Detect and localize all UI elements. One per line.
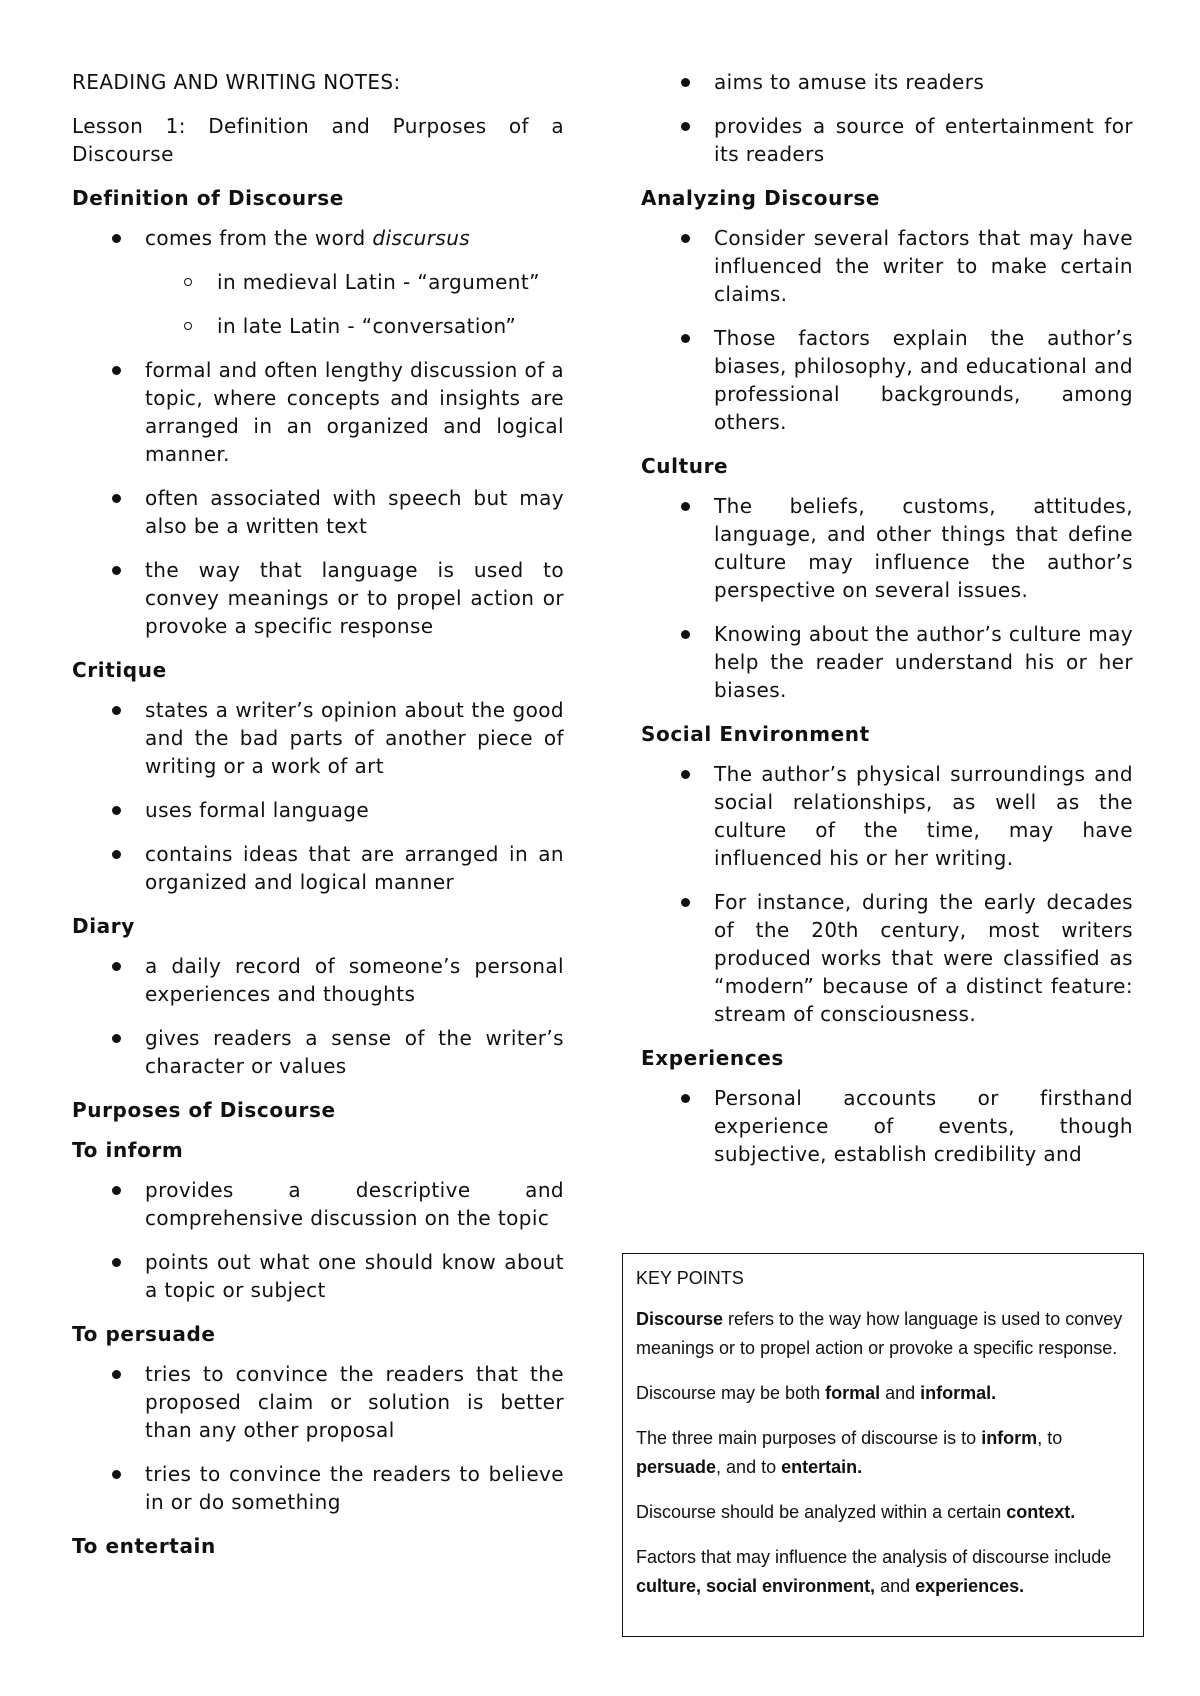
bullet-icon [112, 850, 121, 859]
sub-list-item: in late Latin - “conversation” [72, 312, 564, 340]
list-item: tries to convince the readers to believe in or do something [72, 1460, 564, 1516]
bullet-icon [681, 898, 690, 907]
key-point-3: The three main purposes of discourse is to inform, to persuade, and to entertain. [636, 1428, 1063, 1477]
bullet-icon [681, 122, 690, 131]
heading-critique: Critique [72, 658, 167, 682]
heading-analyzing: Analyzing Discourse [641, 186, 881, 210]
bullet-icon [112, 366, 121, 375]
list-item: Consider several factors that may have influenced the writer to make certain claims. [641, 224, 1133, 308]
bullet-icon [112, 1258, 121, 1267]
key-point-2: Discourse may be both formal and informal. [636, 1383, 997, 1403]
heading-culture: Culture [641, 454, 729, 478]
circle-bullet-icon [184, 278, 192, 286]
bullet-icon [681, 502, 690, 511]
left-column [72, 68, 564, 1572]
list-item: aims to amuse its readers [641, 68, 1133, 96]
key-point-1: Discourse refers to the way how language is used to convey meanings or to propel action or provoke a specific response. [636, 1309, 1123, 1358]
bullet-icon [112, 806, 121, 815]
list-item: Those factors explain the author’s biases, philosophy, and educational and professional backgrounds, among others. [641, 324, 1133, 436]
inform-list [72, 1176, 564, 1304]
heading-inform: To inform [72, 1138, 184, 1162]
emphasized-word: discursus [372, 226, 471, 250]
key-points-title: KEY POINTS [636, 1268, 744, 1288]
critique-list [72, 696, 564, 896]
bullet-icon [112, 566, 121, 575]
bullet-icon [112, 962, 121, 971]
bullet-icon [112, 234, 121, 243]
list-item: provides a descriptive and comprehensive discussion on the topic [72, 1176, 564, 1232]
bullet-icon [681, 234, 690, 243]
bullet-icon [681, 78, 690, 87]
experiences-list [641, 1084, 1133, 1168]
bullet-icon [112, 1186, 121, 1195]
heading-definition: Definition of Discourse [72, 186, 344, 210]
lesson-title: Lesson 1: Definition and Purposes of a Discourse [72, 114, 564, 166]
list-item: For instance, during the early decades of the 20th century, most writers produced works that were classified as “modern” because of a distinct feature: stream of consciousness. [641, 888, 1133, 1028]
list-item: The beliefs, customs, attitudes, language, and other things that define culture may influence the author’s perspective on several issues. [641, 492, 1133, 604]
list-item: formal and often lengthy discussion of a topic, where concepts and insights are arranged in an organized and logical manner. [72, 356, 564, 468]
list-item: gives readers a sense of the writer’s character or values [72, 1024, 564, 1080]
list-item-text: comes from the word [145, 226, 373, 250]
diary-list [72, 952, 564, 1080]
right-column [641, 68, 1133, 1184]
bullet-icon [112, 706, 121, 715]
list-item: a daily record of someone’s personal experiences and thoughts [72, 952, 564, 1008]
key-point-4: Discourse should be analyzed within a certain context. [636, 1502, 1076, 1522]
heading-purposes: Purposes of Discourse [72, 1098, 336, 1122]
list-item: The author’s physical surroundings and social relationships, as well as the culture of the time, may have influenced his or her writing. [641, 760, 1133, 872]
bullet-icon [681, 334, 690, 343]
heading-persuade: To persuade [72, 1322, 216, 1346]
definition-list [72, 224, 564, 252]
list-item: tries to convince the readers that the proposed claim or solution is better than any other proposal [72, 1360, 564, 1444]
persuade-list [72, 1360, 564, 1516]
list-item: provides a source of entertainment for its readers [641, 112, 1133, 168]
circle-bullet-icon [184, 322, 192, 330]
key-points-box [622, 1253, 1144, 1637]
heading-social: Social Environment [641, 722, 870, 746]
list-item: Knowing about the author’s culture may help the reader understand his or her biases. [641, 620, 1133, 704]
key-point-5: Factors that may influence the analysis of discourse include culture, social environment, and experiences. [636, 1547, 1112, 1596]
entertain-list [641, 68, 1133, 168]
list-item: the way that language is used to convey meanings or to propel action or provoke a specific response [72, 556, 564, 640]
list-item: contains ideas that are arranged in an organized and logical manner [72, 840, 564, 896]
bullet-icon [112, 1034, 121, 1043]
list-item: states a writer’s opinion about the good and the bad parts of another piece of writing or a work of art [72, 696, 564, 780]
bullet-icon [112, 1470, 121, 1479]
sub-list-item: in medieval Latin - “argument” [72, 268, 564, 296]
bullet-icon [112, 1370, 121, 1379]
culture-list [641, 492, 1133, 704]
definition-sublist [72, 268, 564, 340]
heading-experiences: Experiences [641, 1046, 784, 1070]
list-item: points out what one should know about a topic or subject [72, 1248, 564, 1304]
bullet-icon [681, 1094, 690, 1103]
bullet-icon [681, 630, 690, 639]
list-item: Personal accounts or firsthand experience of events, though subjective, establish credibility and [641, 1084, 1133, 1168]
heading-entertain: To entertain [72, 1534, 216, 1558]
social-list [641, 760, 1133, 1028]
definition-list-cont [72, 356, 564, 640]
notes-title: READING AND WRITING NOTES: [72, 70, 401, 94]
bullet-icon [112, 494, 121, 503]
analyzing-list [641, 224, 1133, 436]
heading-diary: Diary [72, 914, 135, 938]
list-item: uses formal language [72, 796, 564, 824]
bullet-icon [681, 770, 690, 779]
list-item: often associated with speech but may also be a written text [72, 484, 564, 540]
list-item [72, 224, 564, 252]
